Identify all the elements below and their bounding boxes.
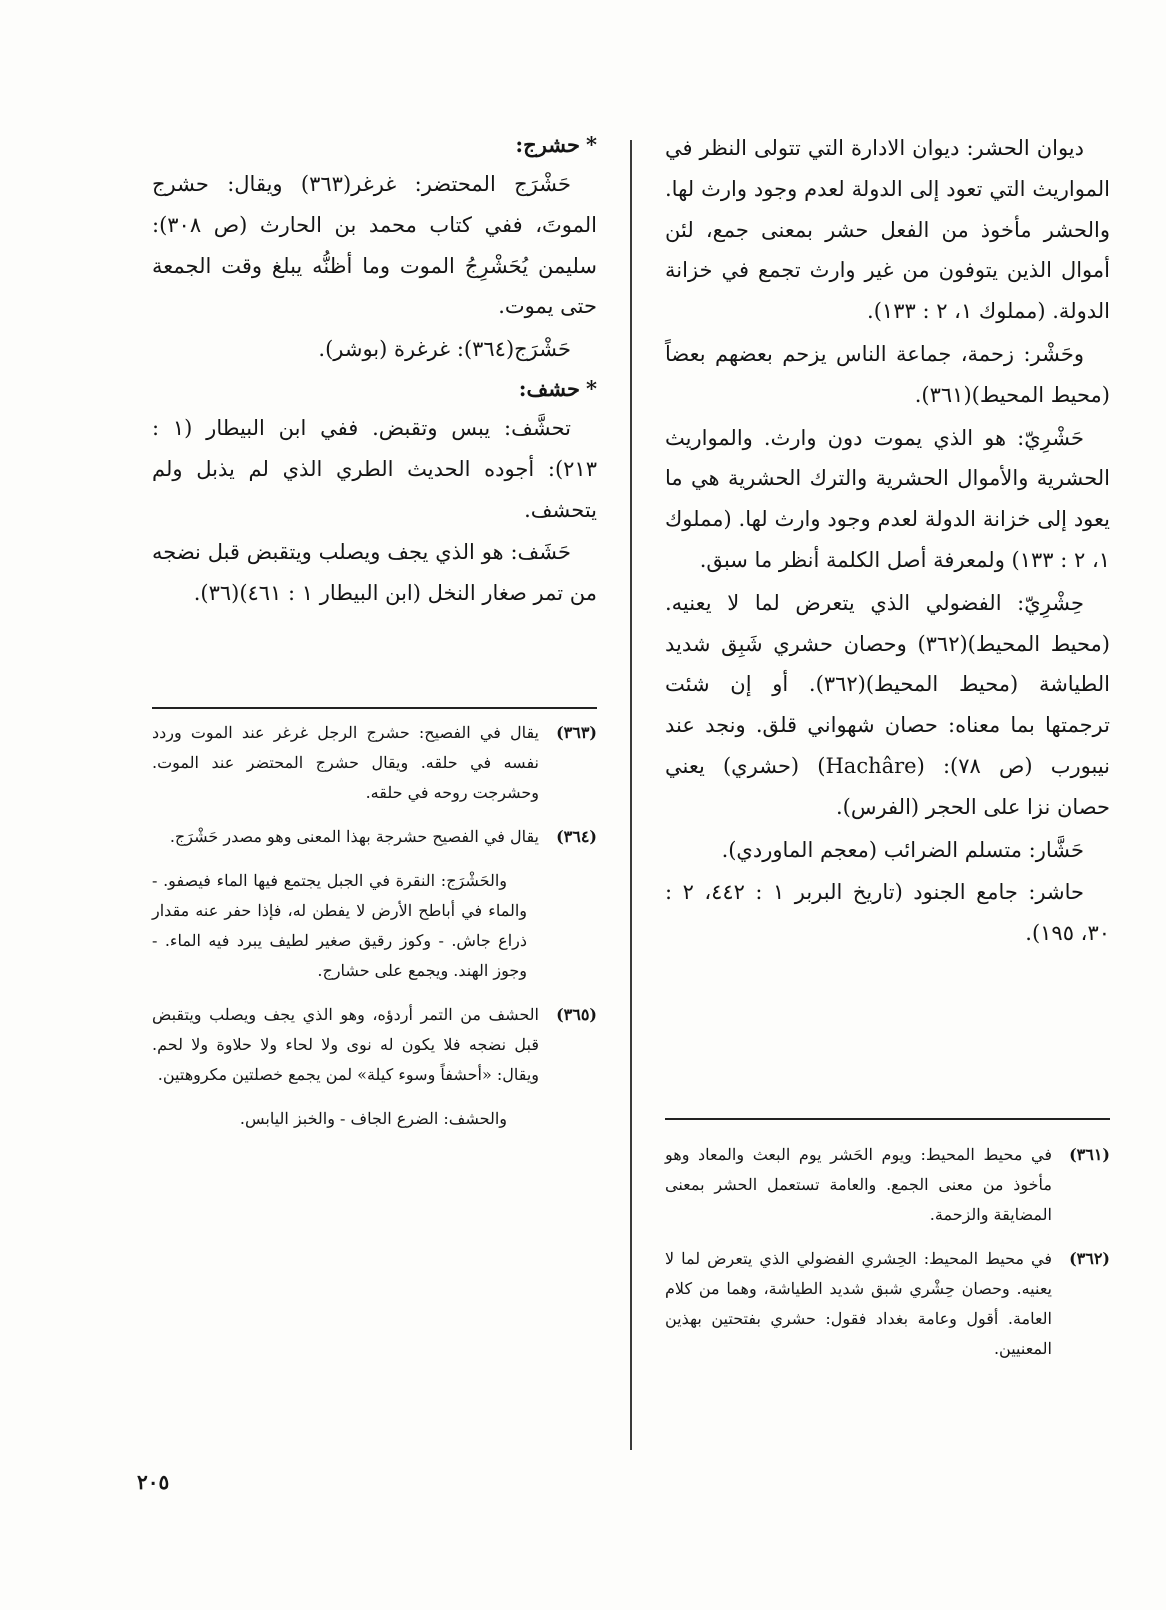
footnote-text: في محيط المحيط: ويوم الحَشر يوم البعث والمعاد وهو مأخوذ من معنى الجمع. والعامة تستعمل الحشر بمعنى المضايقة والزحمة. (665, 1145, 1052, 1224)
heading-hashafa-label: حشف: (518, 375, 581, 401)
footnote-text: الحشف من التمر أردؤه، وهو الذي يجف ويصلب ويتقبض قبل نضجه فلا يكون له نوى ولا لحاء ولا حلاوة ولا لحم. ويقال: «أحشفاً وسوء كيلة» لمن يجمع خصلتين مكروهتين. (152, 1005, 539, 1084)
entry-hashr: وحَشْر: زحمة، جماعة الناس يزحم بعضهم بعضاً (محيط المحيط)(٣٦١). (665, 341, 1110, 407)
footnote-365-continuation: والحشف: الضرع الجاف - والخبز اليابس. (239, 1109, 507, 1128)
footnote-361 (665, 1140, 1110, 1230)
entry-hishri: حِشْرِيّ: الفضولي الذي يتعرض لما لا يعنيه. (محيط المحيط)(٣٦٢) وحصان حشري شَبِق شديد الطياشة (محيط المحيط)(٣٦٢). أو إن شئت ترجمتها بما معناه: حصان شهواني قلق. ونجد عند نيبورب (ص ٧٨): (Hachâre) (حشري) يعني حصان نزا على الحجر (الفرس). (665, 590, 1111, 819)
footnote-text: يقال في الفصيح حشرجة بهذا المعنى وهو مصدر حَشْرَج. (169, 827, 539, 846)
heading-hashraja (152, 128, 597, 162)
footnote-362 (665, 1244, 1110, 1364)
column-divider (630, 140, 632, 1450)
footnote-365 (152, 1000, 597, 1090)
asterisk-icon: * (586, 375, 597, 401)
entry-hashraja-muhtadar: حَشْرَج المحتضر: غرغر(٣٦٣) ويقال: حشرج الموتَ، ففي كتاب محمد بن الحارث (ص ٣٠٨): سليمن يُحَشْرِجُ الموت وما أظنُّه يبلغ وقت الجمعة حتى يموت. (152, 172, 597, 319)
page-number: ٢٠٥ (137, 1470, 170, 1494)
right-column (665, 128, 1110, 956)
footnote-rule-right (665, 1118, 1110, 1120)
footnote-text: يقال في الفصيح: حشرج الرجل غرغر عند الموت وردد نفسه في حلقه. ويقال حشرج المحتضر عند الموت. وحشرجت روحه في حلقه. (152, 723, 539, 802)
heading-hashraja-label: حشرج: (515, 132, 581, 157)
left-column (152, 128, 597, 616)
footnotes-right (665, 1140, 1110, 1378)
entry-hashshar: حَشَّار: متسلم الضرائب (معجم الماوردي). (721, 837, 1084, 862)
footnote-number: (٣٦٣) (556, 723, 597, 742)
entry-diwan-al-hashr: ديوان الحشر: ديوان الادارة التي تتولى النظر في المواريث التي تعود إلى الدولة لعدم وجود وارث لها. والحشر مأخوذ من الفعل حشر بمعنى جمع، لئن أموال الذين يتوفون من غير وارث تجمع في خزانة الدولة. (مملوك ١، ٢ : ١٣٣). (665, 136, 1110, 324)
footnote-364-continuation: والحَشْرَج: النقرة في الجبل يجتمع فيها الماء فيصفو. - والماء في أباطح الأرض لا يفطن له، فإذا حفر عنه مقدار ذراع جاش. - وكوز رقيق صغير لطيف يبرد فيه الماء. - وجوز الهند. ويجمع على حشارج. (152, 871, 527, 980)
entry-hashraja-bocthor: حَشْرَج(٣٦٤): غرغرة (بوشر). (318, 337, 571, 362)
entry-hashri-1: حَشْرِيّ: هو الذي يموت دون وارث. والمواريث الحشرية والأموال الحشرية والترك الحشرية هي ما يعود إلى خزانة الدولة لعدم وجود وارث لها. (مملوك ١، ٢ : ١٣٣) ولمعرفة أصل الكلمة أنظر ما سبق. (665, 425, 1110, 572)
footnote-number: (٣٦٥) (556, 1005, 597, 1024)
entry-hashaf: حَشَف: هو الذي يجف ويصلب ويتقبض قبل نضجه من تمر صغار النخل (ابن البيطار ١ : ٤٦١)(٣٦). (152, 540, 597, 606)
footnote-number: (٣٦١) (1069, 1145, 1110, 1164)
asterisk-icon: * (586, 132, 597, 157)
entry-hashir: حاشر: جامع الجنود (تاريخ البربر ١ : ٤٤٢، ٢ : ٣٠، ١٩٥). (665, 880, 1110, 946)
footnote-number: (٣٦٢) (1069, 1249, 1110, 1268)
footnote-364 (152, 822, 597, 852)
footnote-number: (٣٦٤) (556, 827, 597, 846)
entry-tahashshafa: تحشَّف: يبس وتقبض. ففي ابن البيطار (١ : ٢١٣): أجوده الحديث الطري الذي لم يذبل ولم يتحشف. (152, 415, 597, 522)
footnote-363 (152, 718, 597, 808)
footnotes-left (152, 718, 597, 1148)
footnote-text: في محيط المحيط: الحِشري الفضولي الذي يتعرض لما لا يعنيه. وحصان حِشْري شبق شديد الطياشة، وهما من كلام العامة. أقول وعامة بغداد فقول: حشري بفتحتين بهذين المعنيين. (665, 1249, 1052, 1358)
footnote-rule-left (152, 707, 597, 709)
heading-hashafa (152, 372, 597, 406)
